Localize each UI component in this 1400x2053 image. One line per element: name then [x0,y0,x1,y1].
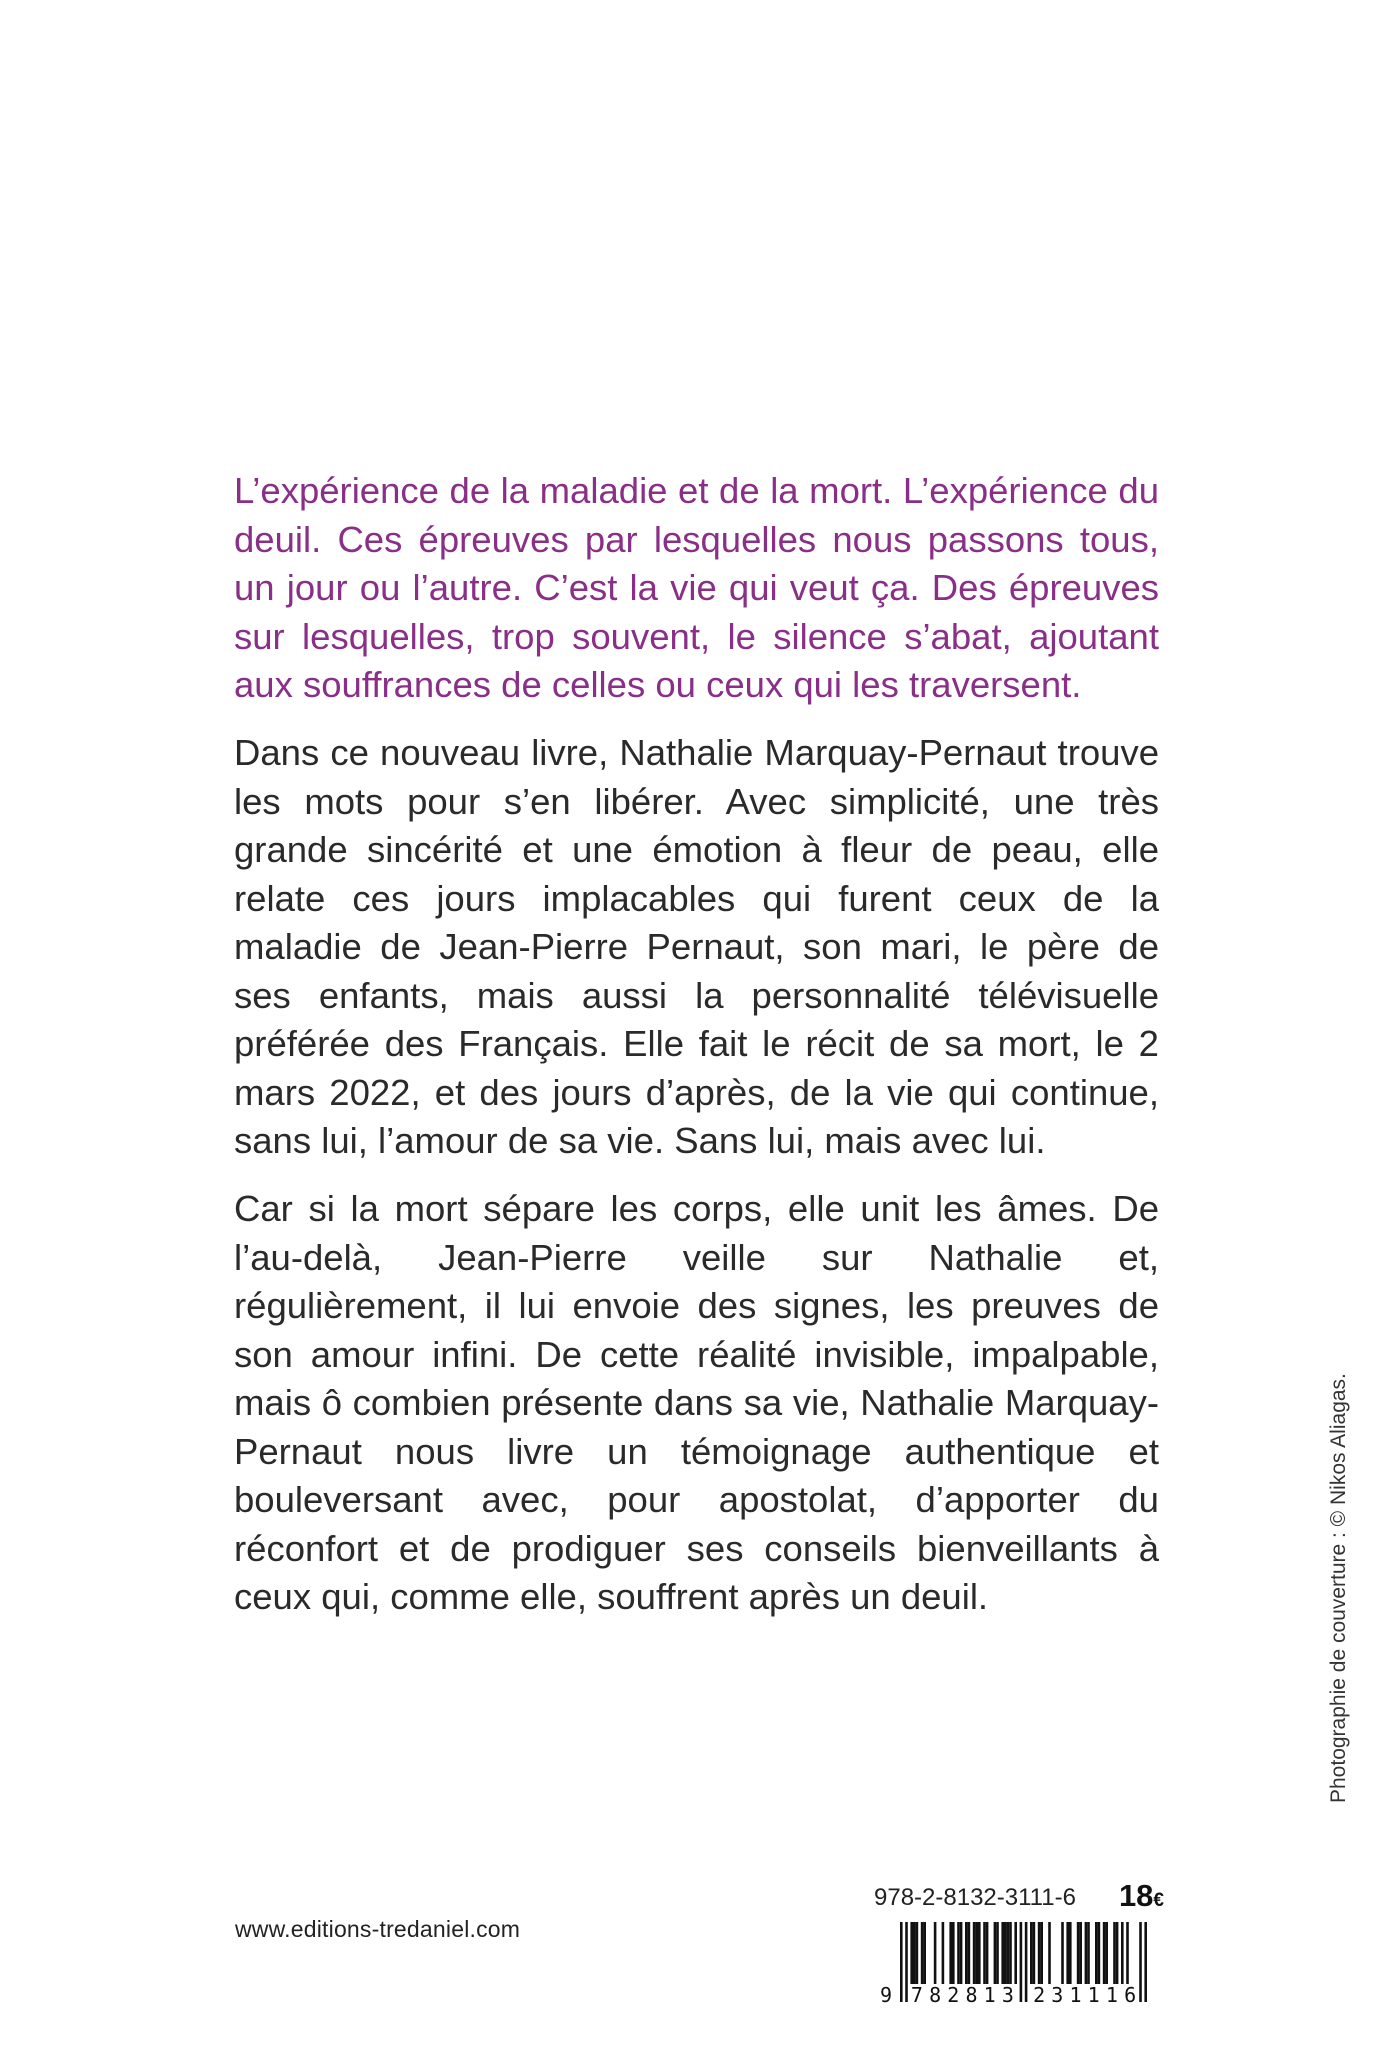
barcode-bar [978,1922,981,1984]
price [1119,1878,1164,1914]
barcode-bar [996,1922,999,1984]
barcode-bar [1113,1922,1116,1984]
barcode-bar [900,1922,903,2002]
barcode-bar [913,1922,916,1984]
barcode-bar [1085,1922,1088,1984]
barcode-bar [1116,1922,1119,1984]
barcode-digit: 2 [947,1983,960,2004]
paragraph-2-text: Dans ce nouveau livre, Nathalie Marquay-Pernaut trouve les mots pour s’en libérer. Avec simplicité, une très grande sincérité et une émotion à fleur de peau, elle relate ces jours implacables qui furent ceux de la maladie de Jean-Pierre Pernaut, son mari, le père de ses enfants, mais aussi la personnalité télévisuelle préférée des Français. Elle fait le récit de sa mort, le 2 mars 2022, et des jours d’après, de la vie qui continue, sans lui, l’amour de sa vie. Sans lui, mais avec lui. [234,732,1159,1161]
barcode-bar [965,1922,968,1984]
barcode-bar [1069,1922,1072,1984]
barcode-bar [986,1922,989,1984]
intro-paragraph [234,467,1159,710]
barcode-bar [1048,1922,1051,1984]
barcode-bar [1025,1922,1028,2002]
barcode-bar [1014,1922,1017,1984]
barcode-bar [1001,1922,1004,1984]
price-value: 18 [1118,1878,1154,1913]
barcode-bar [1066,1922,1069,1984]
barcode-bar [1144,1922,1147,2002]
barcode-bar [1040,1922,1043,1984]
barcode-digit: 1 [1087,1983,1100,2004]
barcode-bar [1033,1922,1036,1984]
barcode-bar [968,1922,971,1984]
barcode-bar [960,1922,963,1984]
barcode-digit: 7 [910,1983,923,2004]
barcode-bar [1009,1922,1012,1984]
isbn-number: 978-2-8132-3111-6 [874,1884,1076,1911]
barcode-digit: 3 [1001,1983,1014,2004]
barcode-bar [942,1922,945,1984]
barcode [878,1922,1164,2004]
barcode-digit: 8 [965,1983,978,2004]
barcode-bar [957,1922,960,1984]
barcode-bar [1004,1922,1007,1984]
barcode-digit: 1 [1105,1983,1118,2004]
isbn-price-line [874,1878,1164,1912]
barcode-bar [1061,1922,1064,1984]
barcode-digit: 6 [1124,1983,1137,2004]
barcode-digit: 1 [983,1983,996,2004]
barcode-bar [921,1922,924,1984]
intro-text: L’expérience de la maladie et de la mort. L’expérience du deuil. Ces épreuves par lesquelles nous passons tous, un jour ou l’autre. C’est la vie qui veut ça. Des épreuves sur lesquelles, trop souvent, le silence s’abat, ajoutant aux souffrances de celles ou ceux qui les traversent. [234,470,1159,705]
barcode-bar [916,1922,919,1984]
price-currency: € [1153,1890,1164,1911]
barcode-digit: 2 [1033,1983,1046,2004]
barcode-bar [910,1922,913,1984]
barcode-bar [973,1922,976,1984]
barcode-bar [1103,1922,1106,1984]
barcode-bar [949,1922,952,1984]
barcode-bar [1007,1922,1010,1984]
barcode-bar [1038,1922,1041,1984]
barcode-bar [923,1922,926,1984]
publisher-website: www.editions-tredaniel.com [235,1916,521,1942]
barcode-bar [952,1922,955,1984]
barcode-bar [905,1922,908,2002]
barcode-bar [1095,1922,1098,1984]
barcode-bar [1087,1922,1090,1984]
barcode-digit: 9 [879,1983,893,2004]
barcode-bar [1077,1922,1080,1984]
body-paragraph-3 [234,1185,1159,1622]
barcode-bar [994,1922,997,1984]
barcode-digit: 1 [1069,1983,1082,2004]
barcode-bar [1139,1922,1142,2002]
barcode-digit: 3 [1051,1983,1064,2004]
barcode-bar [975,1922,978,1984]
barcode-digit: 8 [929,1983,942,2004]
barcode-bar [1126,1922,1129,1984]
barcode-bar [1079,1922,1082,1984]
photo-credit: Photographie de couverture : © Nikos Aliagas. [1327,1373,1350,1803]
barcode-bar [1105,1922,1108,1984]
barcode-bar [1020,1922,1023,2002]
paragraph-3-text: Car si la mort sépare les corps, elle unit les âmes. De l’au-delà, Jean-Pierre veille sur Nathalie et, régulièrement, il lui envoie des signes, les preuves de son amour infini. De cette réalité invisible, impalpable, mais ô combien présente dans sa vie, Nathalie Marquay-Pernaut nous livre un témoignage authentique et bouleversant avec, pour apostolat, d’apporter du réconfort et de prodiguer ses conseils bienveillants à ceux qui, comme elle, souffrent après un deuil. [234,1188,1159,1617]
barcode-bars [878,1922,1164,2004]
barcode-bar [1121,1922,1124,1984]
barcode-bar [934,1922,937,1984]
barcode-bar [1030,1922,1033,1984]
barcode-bar [983,1922,986,1984]
barcode-bar [1098,1922,1101,1984]
body-paragraph-2 [234,729,1159,1166]
